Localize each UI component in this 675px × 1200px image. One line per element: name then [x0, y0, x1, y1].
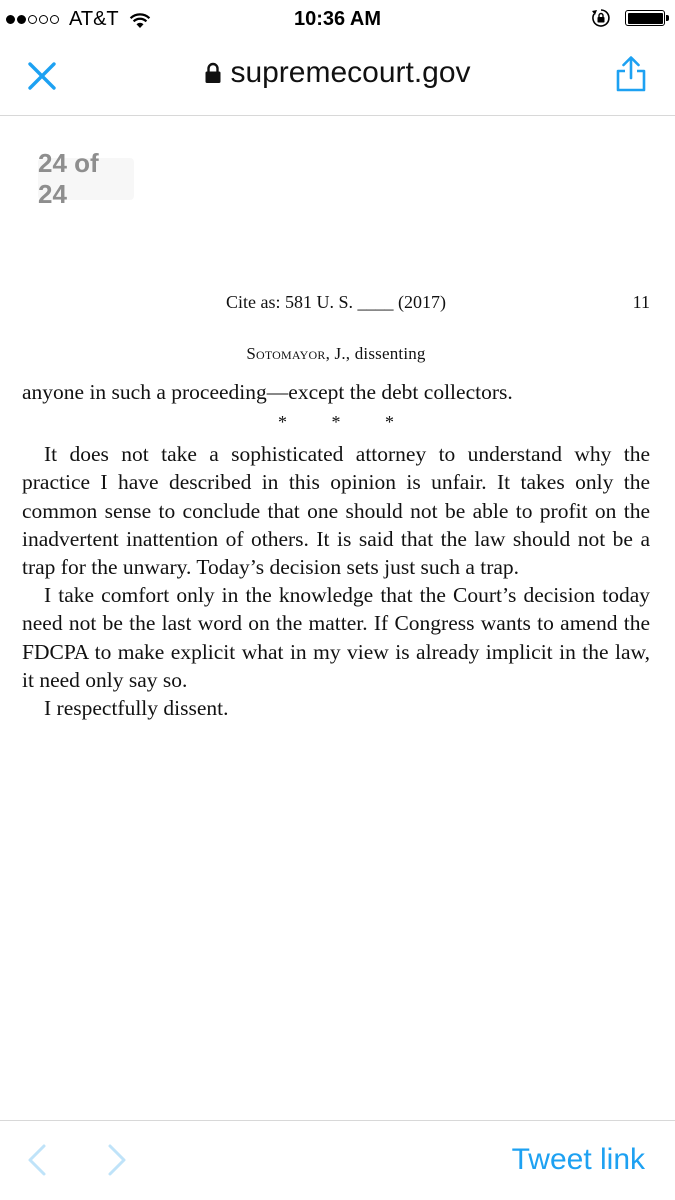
section-break: * * *	[278, 412, 394, 433]
lock-icon	[204, 62, 222, 84]
battery-icon	[625, 10, 665, 26]
running-head	[22, 284, 650, 314]
author-name: Sotomayor	[246, 344, 326, 363]
status-right	[591, 8, 665, 28]
url-display[interactable]	[0, 56, 675, 90]
author-line	[22, 344, 650, 364]
browser-nav-bar	[0, 38, 675, 116]
carrier-name: AT&T	[69, 8, 119, 30]
text-line: anyone in such a proceeding—except the debt collectors.	[22, 380, 513, 404]
citation: Cite as: 581 U. S. ____ (2017)	[226, 292, 446, 312]
share-icon[interactable]	[611, 54, 651, 94]
page-number: 11	[632, 292, 650, 312]
paragraph: I take comfort only in the knowledge that the Court’s decision today need not be the last word on the matter. If Congress wants to amend the FDCPA to make explicit what in my view is already implicit in the law, it need only say so.	[22, 583, 650, 692]
chevron-left-icon[interactable]	[24, 1143, 50, 1177]
status-bar	[0, 0, 675, 38]
rotation-lock-icon	[591, 8, 611, 28]
url-text: supremecourt.gov	[230, 56, 471, 89]
document-page	[22, 284, 650, 722]
author-role: , J., dissenting	[325, 344, 426, 363]
paragraph: It does not take a sophisticated attorney to understand why the practice I have described in this opinion is unfair. It takes only the common sense to conclude that one should not be able to profit on the inadvertent inattention of others. It is said that the law should not be a trap for the unwary. Today’s decision sets just such a trap.	[22, 442, 650, 580]
paragraph: I respectfully dissent.	[44, 696, 229, 721]
bottom-toolbar	[0, 1120, 675, 1200]
opinion-text	[22, 378, 650, 722]
page-counter: 24 of 24	[38, 158, 134, 200]
chevron-right-icon[interactable]	[104, 1143, 130, 1177]
tweet-link-button[interactable]: Tweet link	[511, 1143, 645, 1176]
status-time: 10:36 AM	[293, 8, 382, 30]
